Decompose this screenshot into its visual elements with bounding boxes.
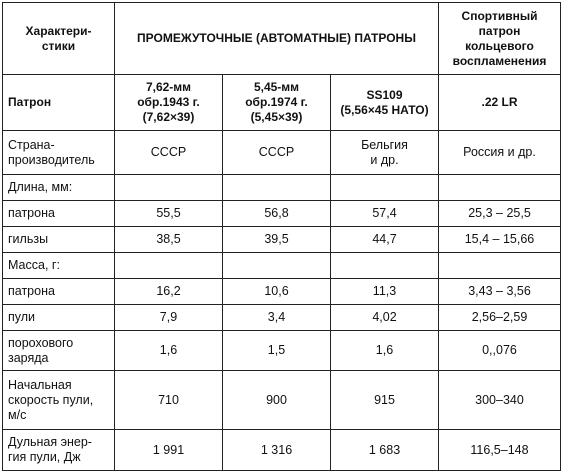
cell-value xyxy=(223,253,331,279)
cell-value: 4,02 xyxy=(331,305,439,331)
row-label: пули xyxy=(3,305,115,331)
cell-value xyxy=(331,253,439,279)
cell-value xyxy=(439,253,561,279)
table-row xyxy=(3,131,561,175)
table-row xyxy=(3,430,561,471)
cell-value: 1,6 xyxy=(115,331,223,371)
row-label: Начальная скорость пули, м/с xyxy=(3,371,115,430)
cell-value: 900 xyxy=(223,371,331,430)
cell-value: 2,56–2,59 xyxy=(439,305,561,331)
cell-value xyxy=(115,253,223,279)
cell-value: SS109 (5,56×45 НАТО) xyxy=(331,75,439,131)
cell-value: 116,5–148 xyxy=(439,430,561,471)
cell-value: 15,4 – 15,66 xyxy=(439,227,561,253)
cell-value: 38,5 xyxy=(115,227,223,253)
header-row xyxy=(3,3,561,75)
table-row xyxy=(3,279,561,305)
cell-value: СССР xyxy=(223,131,331,175)
row-label: Масса, г: xyxy=(3,253,115,279)
cell-value: 1,5 xyxy=(223,331,331,371)
cell-value: 10,6 xyxy=(223,279,331,305)
cell-value: 39,5 xyxy=(223,227,331,253)
row-label: Страна- производитель xyxy=(3,131,115,175)
cell-value xyxy=(115,175,223,201)
cell-value: Россия и др. xyxy=(439,131,561,175)
header-sport: Спортивный патрон кольцевого воспламенения xyxy=(439,3,561,75)
cell-value: 44,7 xyxy=(331,227,439,253)
cell-value: 25,3 – 25,5 xyxy=(439,201,561,227)
cell-value: 710 xyxy=(115,371,223,430)
cell-value: 3,4 xyxy=(223,305,331,331)
specs-table xyxy=(2,2,561,471)
table-row xyxy=(3,331,561,371)
row-label: порохового заряда xyxy=(3,331,115,371)
cell-value: 16,2 xyxy=(115,279,223,305)
cell-value: 1 991 xyxy=(115,430,223,471)
cell-value: 1 316 xyxy=(223,430,331,471)
cell-value xyxy=(223,175,331,201)
cell-value: СССР xyxy=(115,131,223,175)
cell-value: 0,,076 xyxy=(439,331,561,371)
table-row xyxy=(3,253,561,279)
cell-value: 7,62-мм обр.1943 г. (7,62×39) xyxy=(115,75,223,131)
row-label: патрона xyxy=(3,201,115,227)
row-label: Патрон xyxy=(3,75,115,131)
cell-value: .22 LR xyxy=(439,75,561,131)
cell-value: 915 xyxy=(331,371,439,430)
header-characteristics: Характери- стики xyxy=(3,3,115,75)
cell-value: 55,5 xyxy=(115,201,223,227)
cartridge-row xyxy=(3,75,561,131)
table-row xyxy=(3,305,561,331)
header-group: ПРОМЕЖУТОЧНЫЕ (АВТОМАТНЫЕ) ПАТРОНЫ xyxy=(115,3,439,75)
table-row xyxy=(3,175,561,201)
cell-value: 1 683 xyxy=(331,430,439,471)
cell-value: 5,45-мм обр.1974 г. (5,45×39) xyxy=(223,75,331,131)
cell-value: 11,3 xyxy=(331,279,439,305)
cell-value xyxy=(331,175,439,201)
cell-value: 56,8 xyxy=(223,201,331,227)
cell-value xyxy=(439,175,561,201)
cell-value: 1,6 xyxy=(331,331,439,371)
table-row xyxy=(3,371,561,430)
row-label: Дульная энер- гия пули, Дж xyxy=(3,430,115,471)
cell-value: 300–340 xyxy=(439,371,561,430)
row-label: Длина, мм: xyxy=(3,175,115,201)
table-row xyxy=(3,227,561,253)
cell-value: 57,4 xyxy=(331,201,439,227)
cell-value: 3,43 – 3,56 xyxy=(439,279,561,305)
cell-value: 7,9 xyxy=(115,305,223,331)
cell-value: Бельгия и др. xyxy=(331,131,439,175)
row-label: патрона xyxy=(3,279,115,305)
table-row xyxy=(3,201,561,227)
row-label: гильзы xyxy=(3,227,115,253)
